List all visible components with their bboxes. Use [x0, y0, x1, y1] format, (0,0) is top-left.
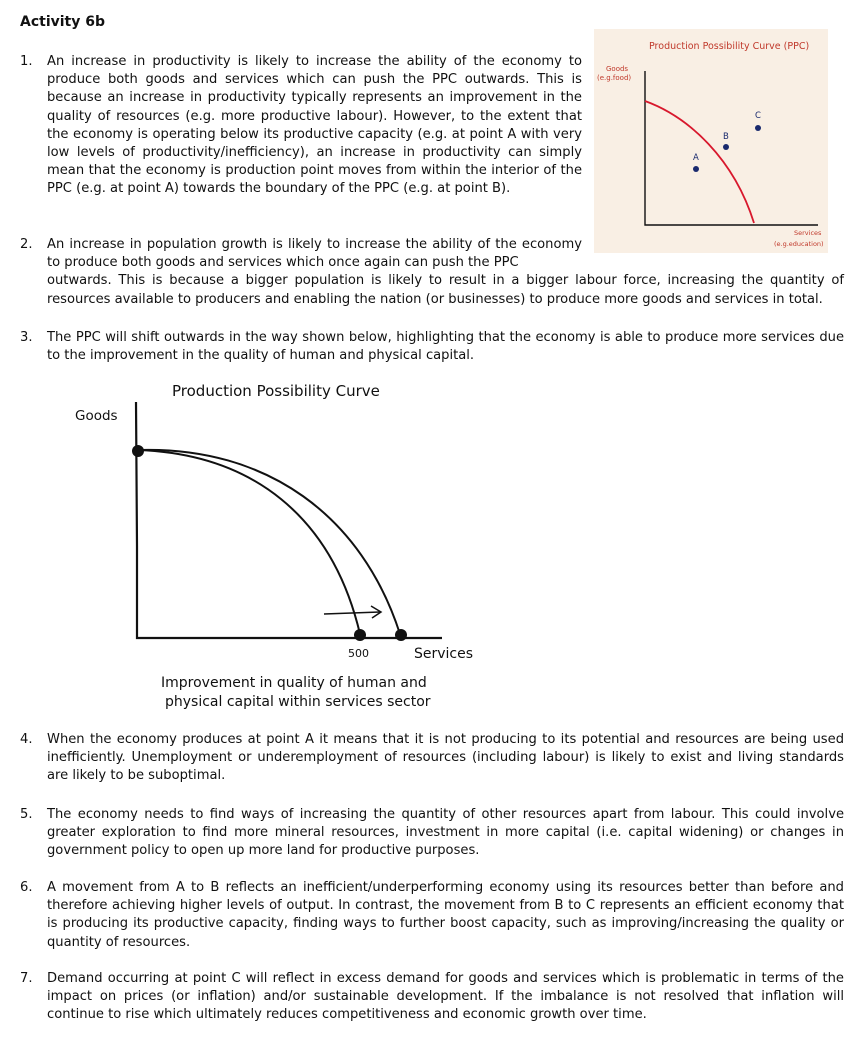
item-text: The economy needs to find ways of increasing the quantity of other resources apart from labour. This could involve greater exploration to find more mineral resources, investment in more capital (i.e. capital widening) or changes in government policy to open up more land for productive purposes.: [47, 807, 844, 859]
list-item-4: [20, 731, 844, 786]
caption-line-2: physical capital within services sector: [165, 694, 431, 710]
big-ppc-diagram: [62, 376, 492, 716]
big-ppc-figure: [62, 376, 492, 716]
big-ppc-title: Production Possibility Curve: [172, 382, 380, 400]
original-x-intercept-marker: [354, 629, 366, 641]
point-a-label: A: [693, 153, 699, 163]
item-text: An increase in productivity is likely to increase the ability of the economy to produce both goods and services which can push the PPC outwards. This is because an increase in productivity typically represents an improvement in the quality of resources (e.g. more productive labour). However, to the extent that the economy is operating below its productive capacity (e.g. at point A with very low levels of productivity/inefficiency), an increase in productivity can simply mean that the economy is production point moves from within the interior of the PPC (e.g. at point A) towards the boundary of the PPC (e.g. at point B).: [47, 54, 582, 197]
item-number: 3.: [20, 330, 33, 345]
big-ppc-axes: [136, 402, 442, 638]
list-item-6: [20, 879, 844, 952]
shift-arrow: [324, 612, 380, 614]
y-intercept-marker: [132, 445, 144, 457]
small-ppc-axes: [645, 71, 818, 225]
point-b-marker: [723, 144, 729, 150]
big-ppc-y-label: Goods: [75, 408, 118, 424]
x-tick-500: 500: [348, 647, 369, 660]
list-item-7: [20, 970, 844, 1025]
small-ppc-x-sublabel: (e.g.education): [774, 240, 824, 248]
point-c-label: C: [755, 111, 761, 121]
small-ppc-x-label: Services: [794, 229, 822, 237]
item-number: 5.: [20, 807, 33, 822]
item-text: Demand occurring at point C will reflect in excess demand for goods and services which is problematic in terms of the impact on prices (or inflation) and/or sustainable development. If the imbalance is not resolved that inflation will continue to rise which ultimately reduces competitiveness and economic growth over time.: [47, 971, 844, 1023]
item-text-wide: outwards. This is because a bigger population is likely to result in a bigger labour force, increasing the quantity of resources available to producers and enabling the nation (or businesses) to produce more goods and services in total.: [47, 273, 844, 307]
point-c-marker: [755, 125, 761, 131]
item-number: 1.: [20, 54, 33, 69]
item-text: When the economy produces at point A it means that it is not producing to its potential and resources are being used inefficiently. Unemployment or underemployment of resources (including labour) is likely to exist and living standards are likely to be suboptimal.: [47, 732, 844, 784]
item-number: 6.: [20, 880, 33, 895]
small-ppc-diagram: [594, 29, 828, 253]
big-ppc-x-label: Services: [414, 646, 474, 662]
item-text: A movement from A to B reflects an inefficient/underperforming economy using its resources better than before and therefore achieving higher levels of output. In contrast, the movement from B to C represents an efficient economy that is producing its productive capacity, finding ways to further boost capacity, such as improving/increasing the quality or quantity of resources.: [47, 880, 844, 950]
item-number: 2.: [20, 237, 33, 252]
item-text: The PPC will shift outwards in the way shown below, highlighting that the economy is able to produce more services due to the improvement in the quality of human and physical capital.: [47, 330, 844, 364]
item-number: 7.: [20, 971, 33, 986]
ppc-shifted-curve: [138, 450, 400, 634]
list-item-1: [20, 53, 582, 199]
small-ppc-title: Production Possibility Curve (PPC): [649, 41, 810, 52]
activity-heading: Activity 6b: [20, 14, 106, 30]
shifted-x-intercept-marker: [395, 629, 407, 641]
list-item-5: [20, 806, 844, 861]
caption-line-1: Improvement in quality of human and: [161, 675, 427, 691]
list-item-3: [20, 329, 844, 365]
small-ppc-figure: [594, 29, 828, 253]
point-a-marker: [693, 166, 699, 172]
small-ppc-curve: [645, 101, 754, 223]
item-text-narrow: An increase in population growth is likely to increase the ability of the economy to produce both goods and services which once again can push the PPC: [47, 237, 582, 271]
point-b-label: B: [723, 132, 729, 142]
small-ppc-y-label: Goods: [606, 65, 629, 73]
item-number: 4.: [20, 732, 33, 747]
ppc-original-curve: [138, 450, 360, 634]
small-ppc-y-sublabel: (e.g.food): [597, 74, 632, 82]
